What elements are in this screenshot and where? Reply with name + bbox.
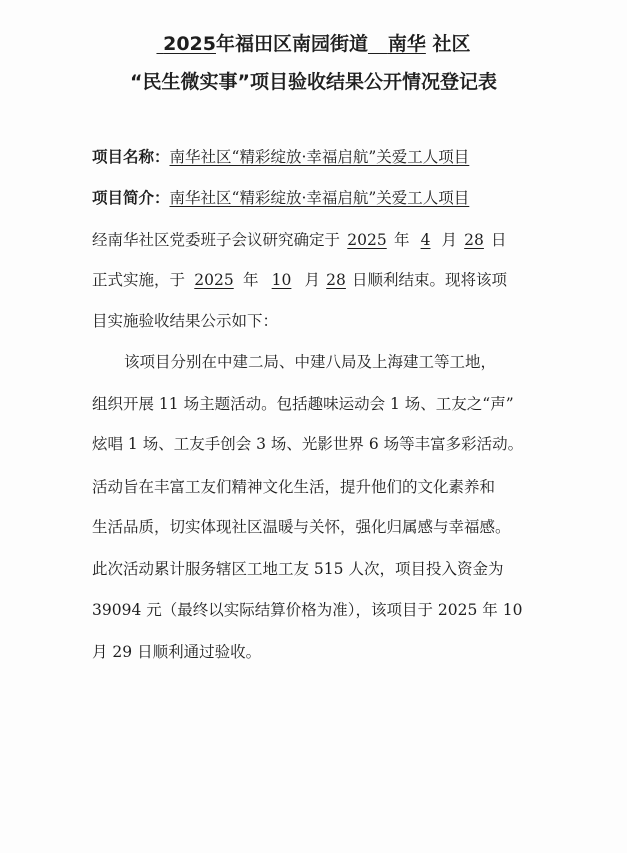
body-line: 此次活动累计服务辖区工地工友 515 人次，项目投入资金为 — [92, 560, 504, 578]
body-line: 39094 元（最终以实际结算价格为准），该项目于 2025 年 10 — [92, 601, 523, 619]
title-community-suffix: 社区 — [432, 33, 471, 55]
implement-text: 正式实施，于 — [92, 271, 186, 289]
project-name-value: 南华社区“精彩绽放·幸福启航”关爱工人项目 — [169, 148, 470, 166]
start-year: 2025 — [347, 231, 387, 249]
end-year: 2025 — [194, 271, 234, 289]
intro-end-line: 目实施验收结果公示如下： — [92, 312, 279, 330]
end-month: 10 — [271, 271, 292, 289]
document-title-line2: “民生微实事”项目验收结果公开情况登记表 — [130, 71, 497, 93]
body-line: 炫唱 1 场、工友手创会 3 场、光影世界 6 场等丰富多彩活动。 — [92, 435, 524, 453]
document-title-line1 — [0, 30, 627, 58]
body-line: 月 29 日顺利通过验收。 — [92, 643, 262, 661]
project-intro-label: 项目简介： — [92, 189, 170, 207]
start-date-row: 经南华社区党委班子会议研究确定于 2025 年 4 月 28 日 — [92, 228, 507, 252]
title-year: 2025 — [163, 33, 216, 55]
project-name-row — [92, 145, 469, 169]
start-month: 4 — [420, 231, 431, 249]
project-intro-value: 南华社区“精彩绽放·幸福启航”关爱工人项目 — [169, 189, 470, 207]
project-intro-row — [92, 186, 469, 210]
project-name-label: 项目名称： — [92, 148, 170, 166]
body-line: 该项目分别在中建二局、中建八局及上海建工等工地， — [124, 353, 497, 371]
end-suffix: 日顺利结束。现将该项 — [352, 271, 508, 289]
start-day: 28 — [464, 231, 484, 249]
body-line: 生活品质，切实体现社区温暖与关怀，强化归属感与幸福感。 — [92, 518, 511, 536]
body-line: 活动旨在丰富工友们精神文化生活，提升他们的文化素养和 — [92, 478, 496, 496]
body-line: 组织开展 11 场主题活动。包括趣味运动会 1 场、工友之“声” — [92, 395, 514, 413]
title-community: 南华 — [387, 33, 426, 55]
confirm-text: 经南华社区党委班子会议研究确定于 — [92, 231, 341, 249]
end-day: 28 — [326, 271, 346, 289]
title-district: 年福田区南园街道 — [215, 33, 368, 55]
end-date-row: 正式实施，于 2025 年 10 月 28 日顺利结束。现将该项 — [92, 268, 507, 292]
